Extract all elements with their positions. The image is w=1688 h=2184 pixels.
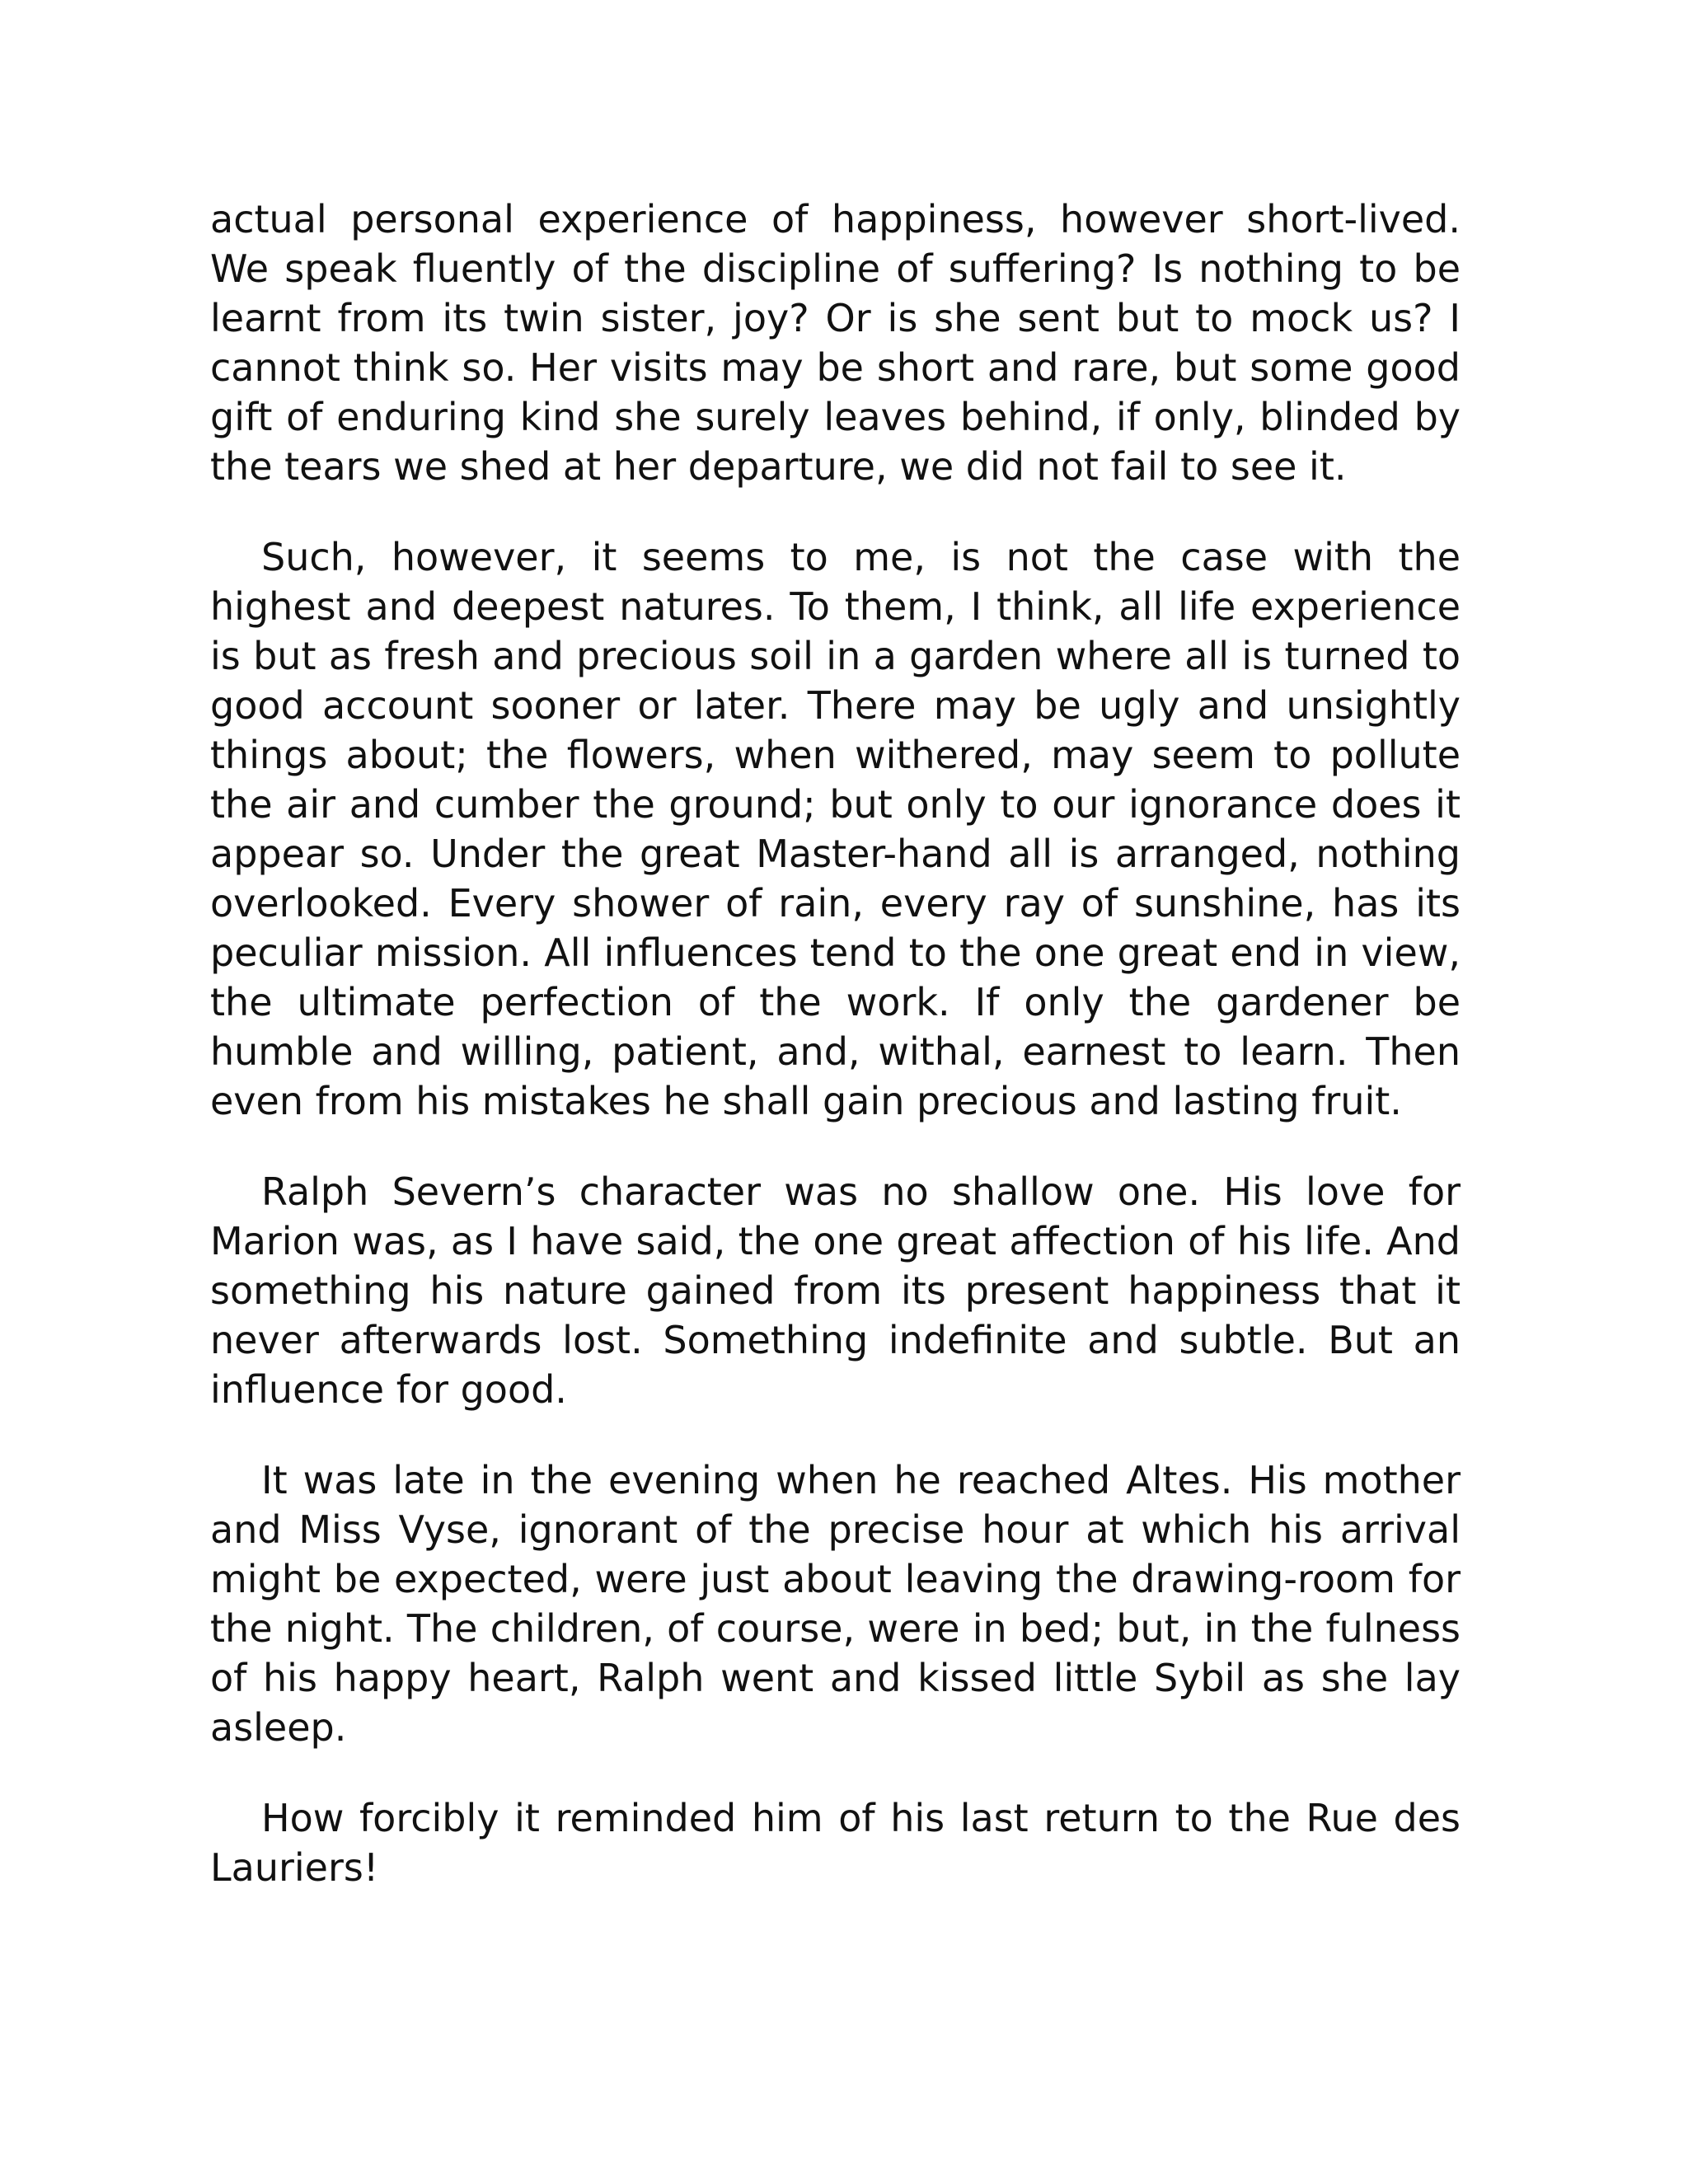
paragraph-2: Such, however, it seems to me, is not the case with the highest and deepest natures. To them, I think, all life experience is but as fresh and precious soil in a garden where all is turned to good account sooner or later. There may be ugly and unsightly things about; the flowers, when withered, may seem to pollute the air and cumber the ground; but only to our ignorance does it appear so. Under the great Master-hand all is arranged, nothing overlooked. Every shower of rain, every ray of sunshine, has its peculiar mission. All influences tend to the one great end in view, the ultimate perfection of the work. If only the gardener be humble and willing, patient, and, withal, earnest to learn. Then even from his mistakes he shall gain precious and lasting fruit.: [210, 535, 1461, 1123]
body-text: [210, 194, 1461, 1933]
paragraph-4: It was late in the evening when he reached Altes. His mother and Miss Vyse, ignorant of the precise hour at which his arrival might be expected, were just about leaving the drawing-room for the night. The children, of course, were in bed; but, in the fulness of his happy heart, Ralph went and kissed little Sybil as she lay asleep.: [210, 1458, 1461, 1750]
paragraph-3: Ralph Severn’s character was no shallow one. His love for Marion was, as I have said, the one great affection of his life. And something his nature gained from its present happiness that it never afterwards lost. Something indefinite and subtle. But an influence for good.: [210, 1169, 1461, 1412]
paragraph-1: actual personal experience of happiness, however short-lived. We speak fluently of the discipline of suffering? Is nothing to be learnt from its twin sister, joy? Or is she sent but to mock us? I cannot think so. Her visits may be short and rare, but some good gift of enduring kind she surely leaves behind, if only, blinded by the tears we shed at her departure, we did not fail to see it.: [210, 197, 1461, 489]
paragraph-5: How forcibly it reminded him of his last return to the Rue des Lauriers!: [210, 1796, 1461, 1890]
